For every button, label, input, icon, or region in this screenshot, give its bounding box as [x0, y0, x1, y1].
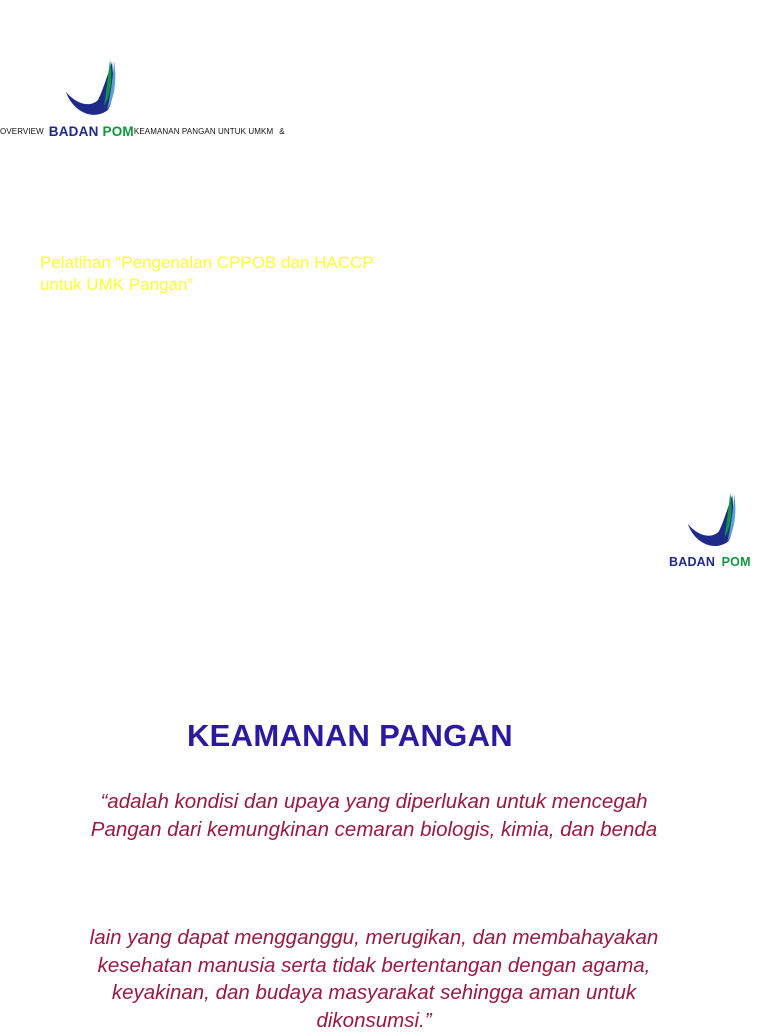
main-title: KEAMANAN PANGAN [0, 718, 700, 754]
quote-line: dikonsumsi.” [0, 1007, 748, 1034]
definition-quote-part-1 [0, 788, 748, 843]
quote-line: kesehatan manusia serta tidak bertentangan dengan agama, [0, 952, 748, 980]
topic-label: KEAMANAN PANGAN UNTUK UMKM [134, 127, 273, 136]
quote-line: “adalah kondisi dan upaya yang diperlukan untuk mencegah [0, 788, 748, 816]
subtitle-line-1: Pelatihan “Pengenalan CPPOB dan HACCP [40, 252, 460, 274]
brand-pom-text: POM [103, 124, 134, 139]
brand-badan-text: BADAN [669, 555, 715, 569]
brand-mid-wordmark [669, 555, 768, 575]
quote-line: Pangan dari kemungkinan cemaran biologis, kimia, dan benda [0, 816, 748, 844]
quote-line: lain yang dapat mengganggu, merugikan, dan membahayakan [0, 924, 748, 952]
quote-line: keyakinan, dan budaya masyarakat sehingga aman untuk [0, 979, 748, 1007]
training-subtitle [40, 252, 460, 296]
badan-pom-logo-icon [684, 490, 738, 556]
subtitle-line-2: untuk UMK Pangan” [40, 274, 460, 296]
brand-badan-text: BADAN [49, 124, 99, 139]
ampersand: & [279, 127, 284, 136]
overview-label: OVERVIEW [0, 127, 44, 136]
definition-quote-part-2 [0, 924, 748, 1034]
badan-pom-logo-icon [62, 58, 118, 124]
brand-pom-text: POM [722, 555, 751, 569]
header-line [0, 121, 330, 141]
